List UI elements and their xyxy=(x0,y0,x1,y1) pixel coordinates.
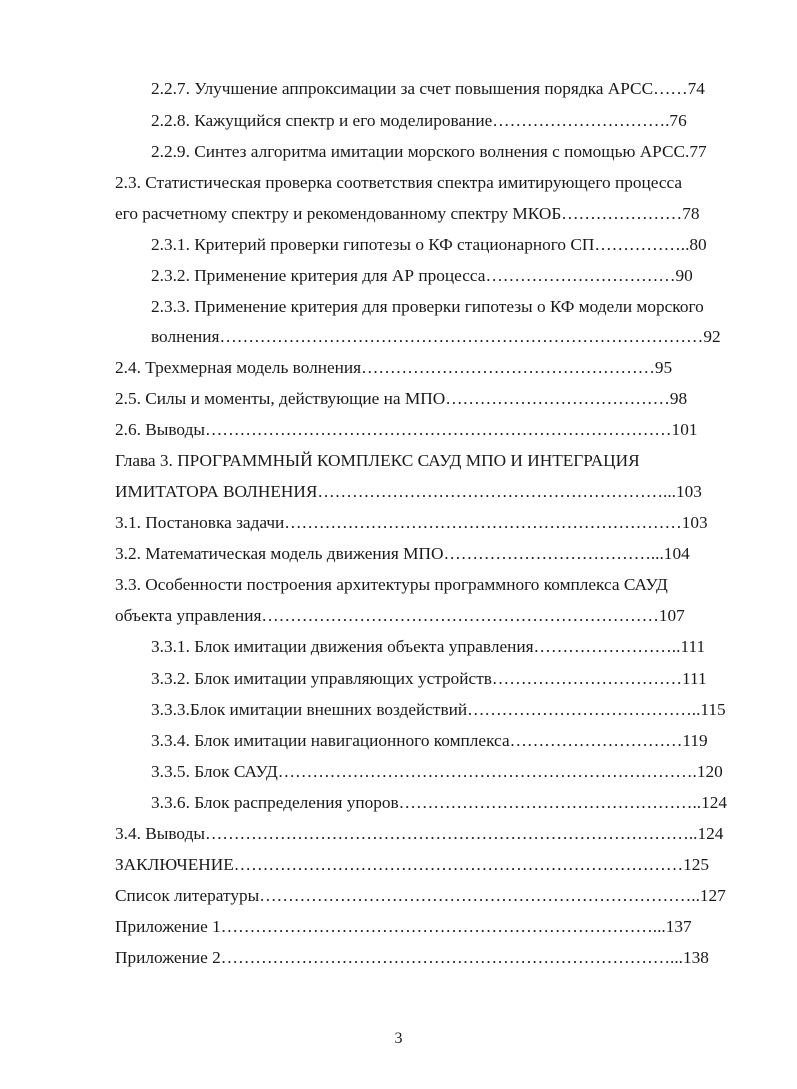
toc-entry-text: 2.3.1. Критерий проверки гипотезы о КФ стационарного СП……………..80 xyxy=(151,235,707,254)
toc-entry-appendix-2 xyxy=(115,943,755,973)
toc-entry-text: 3.3.6. Блок распределения упоров……………………………………………..124 xyxy=(151,793,728,812)
toc-entry-3-3-4 xyxy=(151,726,755,756)
toc-entry-text: Список литературы…………………………………………………………………..127 xyxy=(115,886,726,905)
toc-entry-2-3-1 xyxy=(151,230,755,260)
toc-entry-text: 2.5. Силы и моменты, действующие на МПО…………………………………98 xyxy=(115,389,688,408)
toc-entry-text: 3.1. Постановка задачи……………………………………………………………103 xyxy=(115,513,708,532)
toc-entry-appendix-1 xyxy=(115,912,755,942)
toc-entry-3-3-1 xyxy=(151,632,755,662)
toc-entry-text: 3.3.2. Блок имитации управляющих устройств……………………………111 xyxy=(151,669,707,688)
toc-entry-text: объекта управления……………………………………………………………107 xyxy=(115,606,685,625)
toc-entry-2-3-cont xyxy=(115,199,755,229)
toc-entry-3-3-5 xyxy=(151,757,755,787)
toc-entry-text: 2.2.7. Улучшение аппроксимации за счет повышения порядка АРСС……74 xyxy=(151,79,705,98)
toc-entry-text: волнения…………………………………………………………………………92 xyxy=(151,327,721,346)
toc-entry-text: 3.3.3.Блок имитации внешних воздействий…………………………………..115 xyxy=(151,700,726,719)
toc-entry-text: 2.3. Статистическая проверка соответствия спектра имитирующего процесса xyxy=(115,173,683,192)
toc-entry-3-3-6 xyxy=(151,788,755,818)
toc-entry-text: 2.4. Трехмерная модель волнения……………………………………………95 xyxy=(115,358,673,377)
toc-entry-2-4 xyxy=(115,353,755,383)
toc-entry-text: ЗАКЛЮЧЕНИЕ……………………………………………………………………125 xyxy=(115,855,710,874)
toc-entry-3-2 xyxy=(115,539,755,569)
toc-entry-text: 3.3.1. Блок имитации движения объекта управления……………………..111 xyxy=(151,637,706,656)
toc-entry-text: ИМИТАТОРА ВОЛНЕНИЯ……………………………………………………...103 xyxy=(115,482,702,501)
toc-entry-3-1 xyxy=(115,508,755,538)
toc-entry-2-2-8 xyxy=(151,106,751,136)
toc-entry-text: Приложение 2……………………………………………………………………...138 xyxy=(115,948,709,967)
toc-entry-text: 2.2.8. Кажущийся спектр и его моделирование………………………….76 xyxy=(151,111,687,130)
toc-entry-text: 2.6. Выводы………………………………………………………………………101 xyxy=(115,420,698,439)
toc-entry-2-3 xyxy=(115,168,755,198)
toc-entry-text: 2.2.9. Синтез алгоритма имитации морского волнения с помощью АРСС.77 xyxy=(151,142,707,161)
toc-entry-2-3-3 xyxy=(151,292,755,322)
toc-entry-3-4 xyxy=(115,819,755,849)
toc-entry-2-2-9 xyxy=(151,137,756,167)
toc-entry-chapter-3 xyxy=(115,446,755,476)
toc-entry-2-6 xyxy=(115,415,755,445)
page-number: 3 xyxy=(394,1030,403,1047)
toc-entry-text: 2.3.3. Применение критерия для проверки гипотезы о КФ модели морского xyxy=(151,297,704,316)
toc-entry-2-5 xyxy=(115,384,755,414)
toc-entry-3-3-2 xyxy=(151,664,755,694)
toc-entry-text: Приложение 1…………………………………………………………………...137 xyxy=(115,917,692,936)
toc-entry-2-3-3-cont xyxy=(151,322,755,352)
toc-entry-text: 3.2. Математическая модель движения МПО………………………………...104 xyxy=(115,544,690,563)
toc-entry-text: 2.3.2. Применение критерия для АР процесса……………………………90 xyxy=(151,266,693,285)
toc-entry-chapter-3-cont xyxy=(115,477,755,507)
toc-entry-references xyxy=(115,881,755,911)
toc-entry-text: 3.3.5. Блок САУД……………………………………………………………….120 xyxy=(151,762,723,781)
toc-entry-3-3 xyxy=(115,570,755,600)
toc-entry-conclusion xyxy=(115,850,755,880)
toc-entry-text: 3.4. Выводы…………………………………………………………………………..124 xyxy=(115,824,724,843)
toc-entry-3-3-cont xyxy=(115,601,755,631)
toc-entry-2-2-7 xyxy=(151,74,751,104)
toc-entry-text: Глава 3. ПРОГРАММНЫЙ КОМПЛЕКС САУД МПО И ИНТЕГРАЦИЯ xyxy=(115,451,640,470)
toc-entry-text: 3.3. Особенности построения архитектуры программного комплекса САУД xyxy=(115,575,668,594)
toc-entry-text: 3.3.4. Блок имитации навигационного комплекса…………………………119 xyxy=(151,731,708,750)
toc-entry-2-3-2 xyxy=(151,261,755,291)
toc-entry-text: его расчетному спектру и рекомендованному спектру МКОБ…………………78 xyxy=(115,204,700,223)
toc-entry-3-3-3 xyxy=(151,695,755,725)
